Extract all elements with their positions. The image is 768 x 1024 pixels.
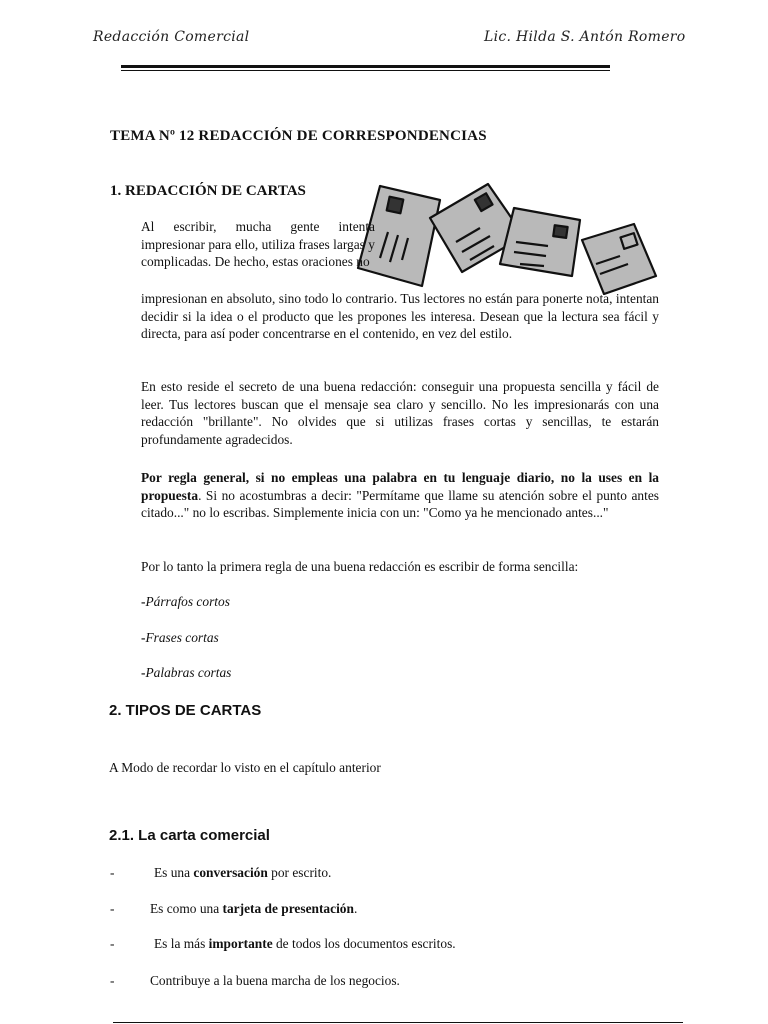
bullet-text: Frases cortas [145, 630, 219, 645]
section-1-heading: 1. REDACCIÓN DE CARTAS [110, 183, 306, 199]
paragraph-secret: En esto reside el secreto de una buena redacción: conseguir una propuesta sencilla y fácil de leer. Tus lectores buscan que el mensaje sea claro y sencillo. No les impresionarás con una redacción "brillante". No olvides que si utilizas frases cortas y sencillas, te estarán profundamente agradecidos. [141, 379, 659, 447]
subsection-heading: 2.1. La carta comercial [109, 827, 270, 844]
header-rule [121, 65, 610, 68]
paragraph-first-rule: Por lo tanto la primera regla de una buena redacción es escribir de forma sencilla: [141, 559, 579, 574]
paragraph-rule [141, 469, 659, 522]
paragraph-reminder: A Modo de recordar lo visto en el capítulo anterior [109, 760, 381, 775]
rule-bold-text: Por regla general, si no empleas una palabra en tu lenguaje diario, no la uses en la propuesta [141, 470, 659, 503]
bullet-text: Párrafos cortos [145, 594, 230, 609]
envelopes-icon [352, 180, 660, 295]
document-title: TEMA Nº 12 REDACCIÓN DE CORRESPONDENCIAS [110, 128, 487, 144]
bullet-item: -Palabras cortas [141, 665, 232, 680]
section-2-heading: 2. TIPOS DE CARTAS [109, 702, 262, 719]
paragraph-intro-wrapped: Al escribir, mucha gente intenta impresionar para ello, utiliza frases largas y complicadas. De hecho, estas oraciones no [141, 219, 375, 269]
header-author: Lic. Hilda S. Antón Romero [484, 29, 686, 45]
header-course-title: Redacción Comercial [93, 29, 250, 45]
bullet-item: -Frases cortas [141, 630, 219, 645]
bullet-item: -Párrafos cortos [141, 594, 230, 609]
rule-rest-text: . Si no acostumbras a decir: "Permítame que llame su atención sobre el punto antes citado..." no lo escribas. Simplemente inicia con un: "Como ya he mencionado antes..." [141, 487, 659, 520]
bullet-text: Palabras cortas [145, 665, 232, 680]
header-rule-thin [121, 70, 610, 71]
paragraph-intro-continued: impresionan en absoluto, sino todo lo contrario. Tus lectores no están para ponerte nota, intentan decidir si la idea o el producto que les propones les interesa. Desean que la lectura sea fácil y directa, para así poder concentrarse en el contenido, en vez del estilo. [141, 291, 659, 341]
footer-rule [113, 1022, 683, 1023]
